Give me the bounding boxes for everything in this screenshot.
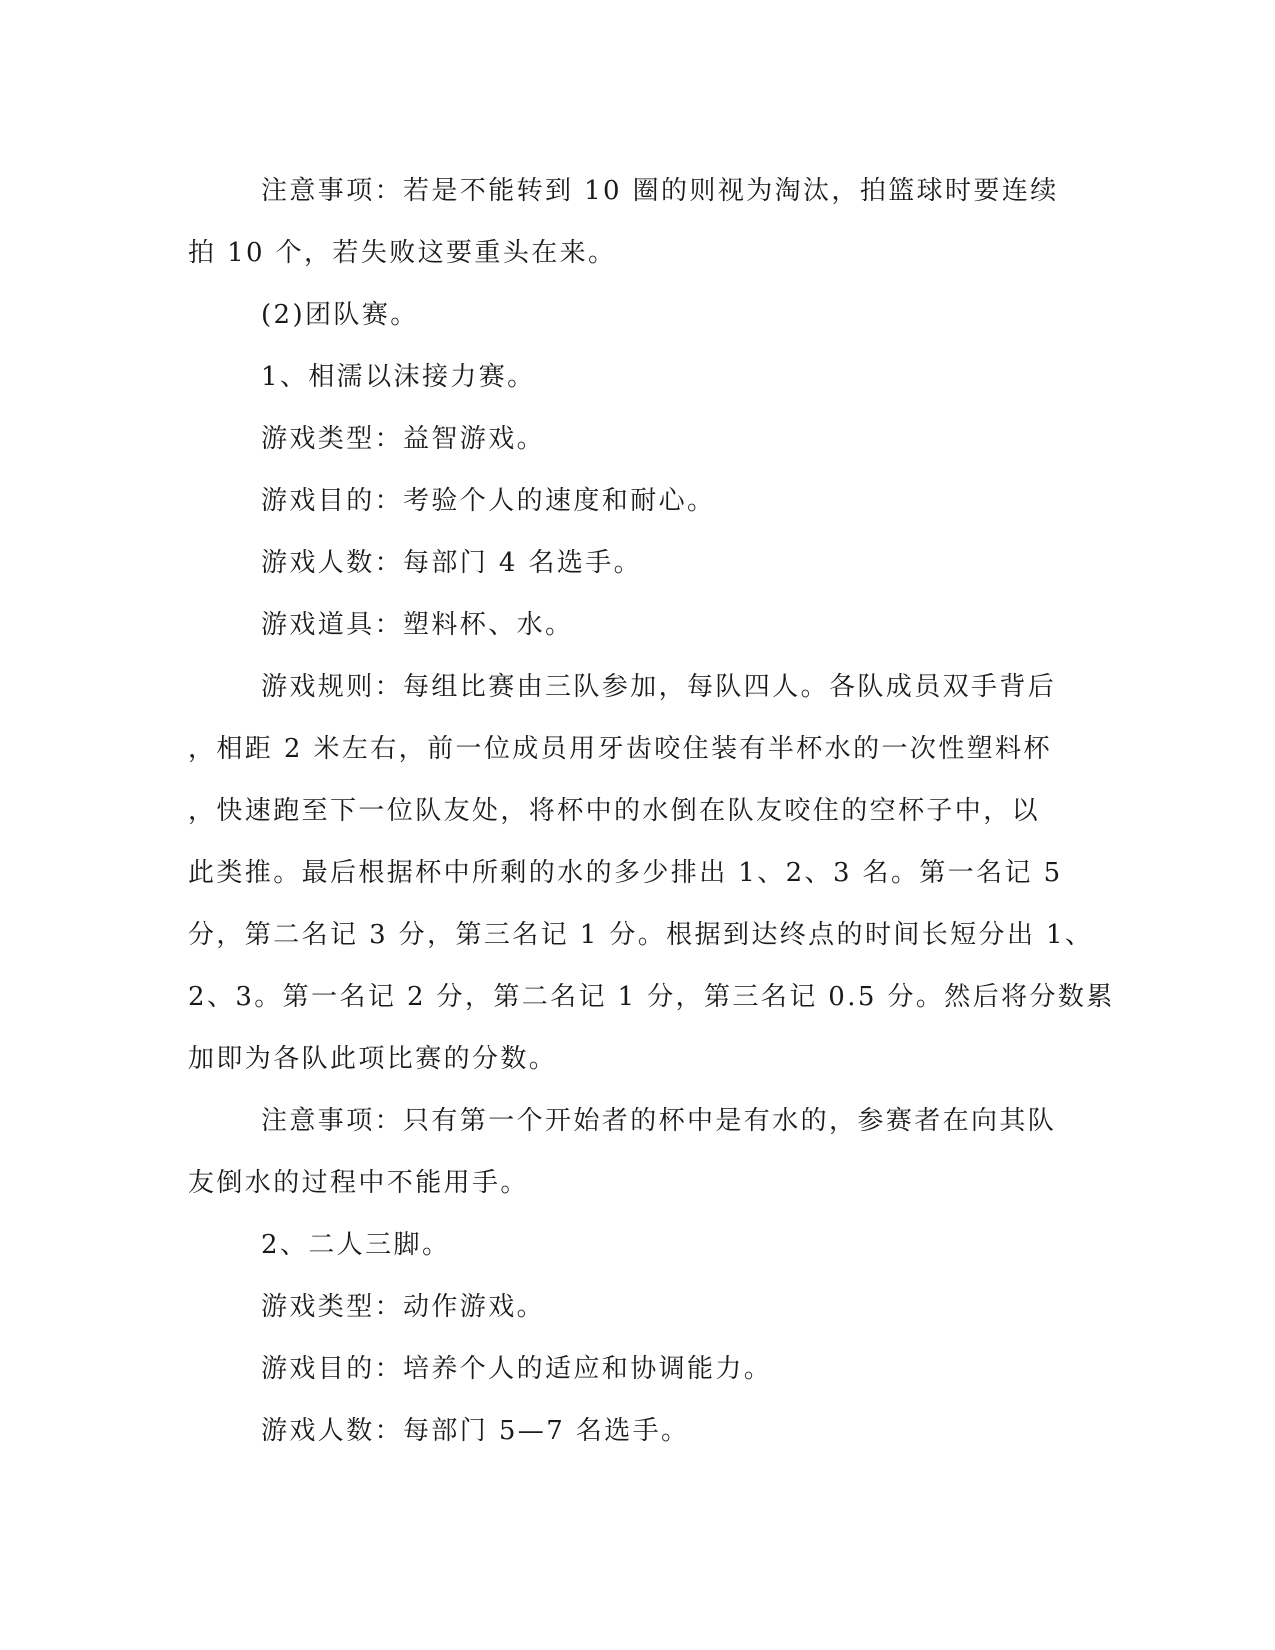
text-line: 此类推。最后根据杯中所剩的水的多少排出 1、2、3 名。第一名记 5: [188, 858, 1063, 888]
text-line: 游戏人数：每部门 5—7 名选手。: [261, 1416, 690, 1446]
document-body: [188, 160, 1115, 1462]
item-heading: 2、二人三脚。: [261, 1230, 451, 1260]
text-line: 游戏规则：每组比赛由三队参加，每队四人。各队成员双手背后: [261, 672, 1057, 702]
text-line: 游戏目的：考验个人的速度和耐心。: [261, 486, 716, 516]
item-heading: 1、相濡以沫接力赛。: [261, 362, 536, 392]
text-line: ，快速跑至下一位队友处，将杯中的水倒在队友咬住的空杯子中，以: [188, 796, 1041, 826]
text-line: ，相距 2 米左右，前一位成员用牙齿咬住装有半杯水的一次性塑料杯: [188, 734, 1052, 764]
text-line: 分，第二名记 3 分，第三名记 1 分。根据到达终点的时间长短分出 1、: [188, 920, 1094, 950]
text-line: 拍 10 个，若失败这要重头在来。: [188, 238, 617, 268]
text-line: 游戏道具：塑料杯、水。: [261, 610, 574, 640]
section-heading: (2)团队赛。: [261, 300, 419, 330]
text-line: 注意事项：只有第一个开始者的杯中是有水的，参赛者在向其队: [261, 1106, 1057, 1136]
text-line: 加即为各队此项比赛的分数。: [188, 1044, 558, 1074]
text-line: 游戏类型：益智游戏。: [261, 424, 546, 454]
text-line: 游戏类型：动作游戏。: [261, 1292, 546, 1322]
text-line: 游戏目的：培养个人的适应和协调能力。: [261, 1354, 773, 1384]
text-line: 友倒水的过程中不能用手。: [188, 1168, 529, 1198]
text-line: 注意事项：若是不能转到 10 圈的则视为淘汰，拍篮球时要连续: [261, 176, 1059, 206]
text-line: 游戏人数：每部门 4 名选手。: [261, 548, 643, 578]
text-line: 2、3。第一名记 2 分，第二名记 1 分，第三名记 0.5 分。然后将分数累: [188, 982, 1115, 1012]
